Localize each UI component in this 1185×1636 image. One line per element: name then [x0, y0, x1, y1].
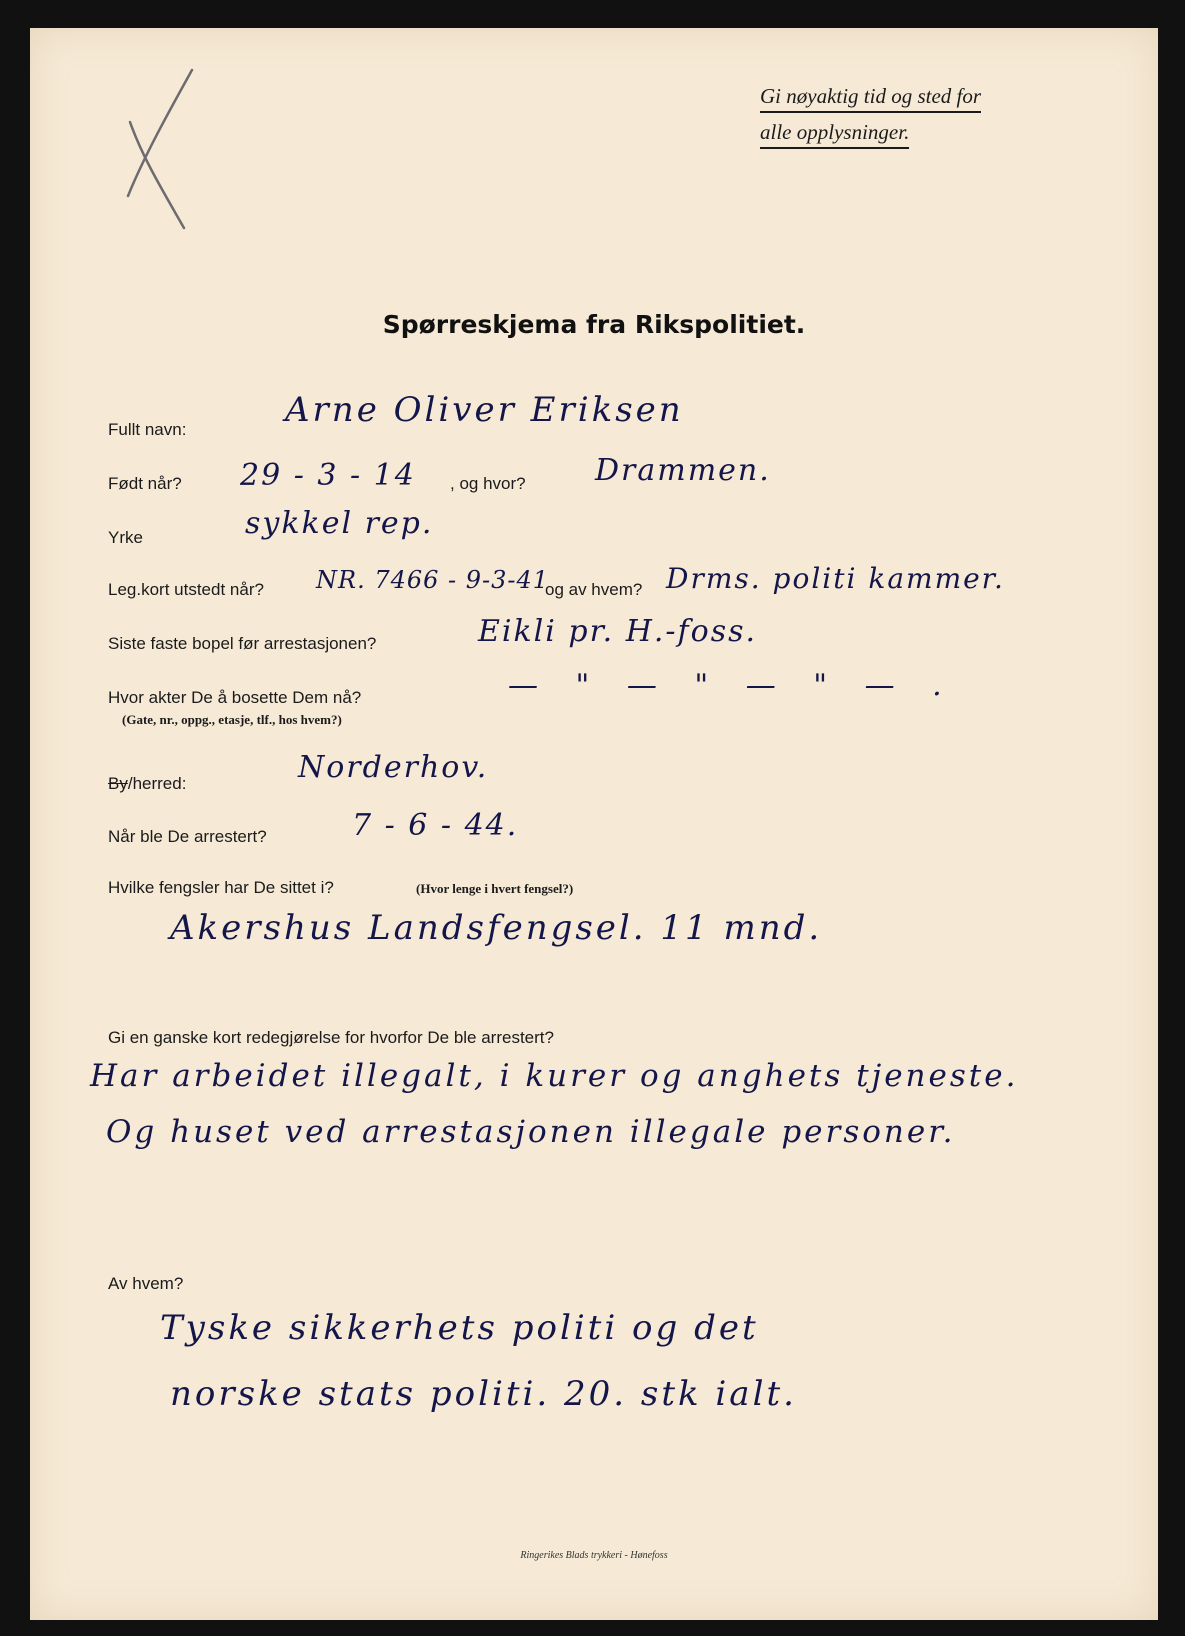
instruction-note-line2: alle opplysninger.	[760, 120, 909, 149]
occupation-label: Yrke	[108, 528, 143, 547]
settle-label: Hvor akter De å bosette Dem nå?	[108, 688, 362, 707]
form-title: Spørreskjema fra Rikspolitiet.	[382, 310, 806, 339]
reason-line1: Har arbeidet illegalt, i kurer og anghets tjeneste.	[90, 1058, 1019, 1094]
legkort-by-label: og av hvem?	[545, 580, 643, 599]
legkort-label: Leg.kort utstedt når?	[108, 580, 264, 599]
settle-sub: (Gate, nr., oppg., etasje, tlf., hos hvem?)	[122, 712, 342, 727]
by-whom-line1: Tyske sikkerhets politi og det	[160, 1308, 759, 1348]
by-whom-line2: norske stats politi. 20. stk ialt.	[170, 1374, 797, 1414]
arrested-value: 7 - 6 - 44.	[352, 808, 519, 843]
prisons-value: Akershus Landsfengsel. 11 mnd.	[170, 908, 823, 948]
settle-value: — " — " — " — .	[508, 668, 956, 703]
born-when-label: Født når?	[108, 474, 182, 493]
born-when-value: 29 - 3 - 14	[240, 458, 416, 493]
municipality-label	[108, 774, 186, 794]
x-mark-icon	[122, 66, 202, 236]
born-where-value: Drammen.	[595, 453, 771, 488]
municipality-label-struck: By	[108, 774, 128, 793]
reason-line2: Og huset ved arrestasjonen illegale personer.	[106, 1114, 956, 1150]
occupation-value: sykkel rep.	[245, 506, 434, 541]
last-address-label: Siste faste bopel før arrestasjonen?	[108, 634, 377, 653]
printer-imprint: Ringerikes Blads trykkeri - Hønefoss	[520, 1550, 668, 1561]
municipality-value: Norderhov.	[298, 750, 489, 785]
by-whom-label: Av hvem?	[108, 1274, 184, 1293]
prisons-label: Hvilke fengsler har De sittet i?	[108, 878, 334, 897]
instruction-note-line1: Gi nøyaktig tid og sted for	[760, 84, 981, 113]
form-sheet	[30, 28, 1158, 1620]
prisons-sub: (Hvor lenge i hvert fengsel?)	[416, 881, 574, 896]
reason-label: Gi en ganske kort redegjørelse for hvorfor De ble arrestert?	[108, 1028, 554, 1047]
municipality-label-rest: /herred:	[127, 774, 187, 793]
legkort-by-value: Drms. politi kammer.	[666, 562, 1005, 595]
last-address-value: Eikli pr. H.-foss.	[478, 614, 758, 649]
legkort-value: NR. 7466 - 9-3-41	[316, 566, 550, 594]
full-name-label: Fullt navn:	[108, 420, 187, 439]
arrested-label: Når ble De arrestert?	[108, 827, 267, 846]
full-name-value: Arne Oliver Eriksen	[285, 390, 684, 430]
born-where-label: , og hvor?	[450, 474, 526, 493]
